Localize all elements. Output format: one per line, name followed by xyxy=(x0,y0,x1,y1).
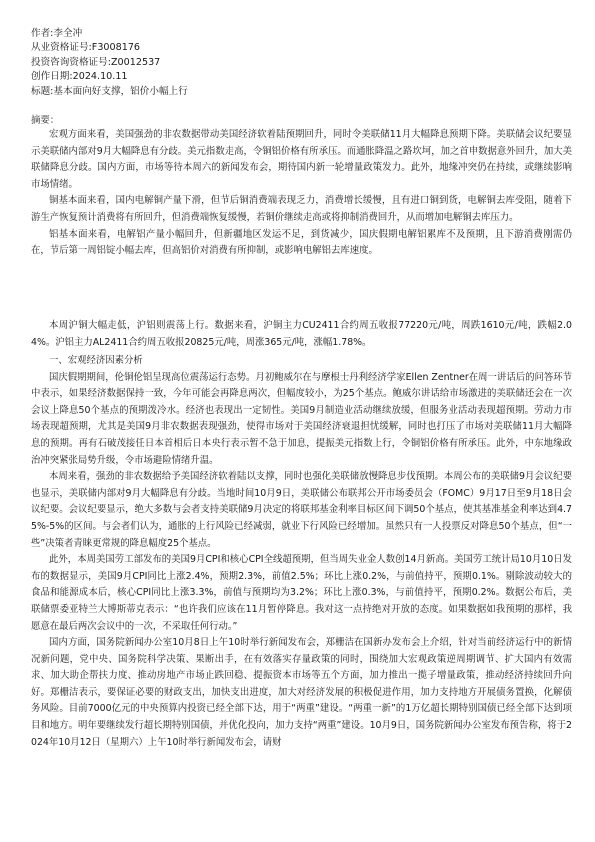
macro-domestic-paragraph: 国内方面，国务院新闻办公室10月8日上午10时举行新闻发布会，郑栅洁在国新办发布会上介绍，针对当前经济运行中的新情况新问题，党中央、国务院科学决策、果断出手，在有效落实存量政策的同时，围绕加大宏观政策逆周期调节、扩大国内有效需求、加大助企帮扶力度、推动房地产市场止跌回稳、提振资本市场等五个方面，加力推出一揽子增量政策，推动经济持续回升向好。郑栅洁表示，要保证必要的财政支出，加快支出进度，加大对经济发展的积极促进作用，加力支持地方开展债务置换，化解债务风险。目前7000亿元的中央预算内投资已经全部下达，用于“两重”建设。“两重一新”的1万亿超长期特别国债已经全部下达到项目和地方。明年要继续发行超长期特别国债，并优化投向，加力支持“两重”建设。10月9日，国务院新闻办公室发布预告称，将于2024年10月12日（星期六）上午10时举行新闻发布会，请财 xyxy=(31,637,572,748)
abstract-copper-paragraph: 铜基本面来看，国内电解铜产量下滑，但节后铜消费端表现乏力，消费增长缓慢，且有进口铜到货，电解铜去库受阻，随着下游生产恢复预计消费将有所回升，但消费端恢复缓慢，若铜价继续走高或将抑制消费回升，从而增加电解铜去库压力。 xyxy=(31,195,572,223)
author-line: 作者:李全冲 xyxy=(31,28,83,39)
document-meta xyxy=(31,27,431,99)
weekly-summary-section xyxy=(31,318,572,351)
abstract-label: 摘要： xyxy=(31,115,60,126)
macro-analysis-section xyxy=(31,353,572,751)
abstract-macro-paragraph: 宏观方面来看，美国强劲的非农数据带动美国经济软着陆预期回升，同时令美联储11月大幅降息预期下降。美联储会议纪要显示美联储内部对9月大幅降息有分歧。美元指数走高，令铜铝价格有所承压。而通胀降温之路坎坷，加之首申数据意外回升，加大美联储降息分歧。国内方面，市场等待本周六的新闻发布会，期待国内新一轮增量政策发力。此外，地缘冲突仍在持续，或继续影响市场情绪。 xyxy=(31,129,572,190)
abstract-aluminum-paragraph: 铝基本面来看，电解铝产量小幅回升，但新疆地区发运不足，到货减少，国庆假期电解铝累库不及预期，且下游消费刚需仍在，节后第一周铝锭小幅去库，但高铝价对消费有所抑制，或影响电解铝去库速度。 xyxy=(31,228,572,257)
macro-cpi-paragraph: 此外，本周美国劳工部发布的美国9月CPI和核心CPI全线超预期，但当周失业金人数创14月新高。美国劳工统计局10月10日发布的数据显示，美国9月CPI同比上涨2.4%，预期2.3%，前值2.5%；环比上涨0.2%，与前值持平，预期0.1%。剔除波动较大的食品和能源成本后，核心CPI同比上涨3.3%，前值与预期均为3.2%；环比上涨0.3%，与前值持平，预期0.2%。数据公布后，美联储票委亚特兰大博斯蒂克表示：“也许我们应该在11月暂停降息。我对这一点持绝对开放的态度。如果数据如我预期的那样，我愿意在最后两次会议中的一次，不采取任何行动。” xyxy=(31,554,572,632)
weekly-summary-paragraph: 本周沪铜大幅走低，沪铝则震荡上行。数据来看，沪铜主力CU2411合约周五收报77220元/吨，周跌1610元/吨，跌幅2.04%。沪铝主力AL2411合约周五收报20825元/吨，周涨365元/吨，涨幅1.78%。 xyxy=(31,320,572,348)
creation-date-line: 创作日期:2024.10.11 xyxy=(31,71,128,83)
advisory-number-line: 投资咨询资格证号:Z0012537 xyxy=(31,56,161,68)
title-line: 标题:基本面向好支撑，铝价小幅上行 xyxy=(31,85,188,97)
macro-holiday-paragraph: 国庆假期期间，伦铜伦铝呈现高位震荡运行态势。月初鲍威尔在与摩根士丹利经济学家Ellen Zentner在周一讲话后的问答环节中表示，如果经济数据保持一致，今年可能会再降息两次，但幅度较小，为25个基点。鲍威尔讲话给市场激进的美联储还会在一次会议上降息50个基点的预期泼冷水。经济也表现出一定韧性。美国9月制造业活动继续放缓，但服务业活动表现超预期。劳动力市场表现超预期，尤其是美国9月非农数据表现强劲，使得市场对于美国经济衰退担忧缓解，同时也打压了市场对美联储11月大幅降息的预期。再有石破茂接任日本首相后日本央行表示暂不急于加息，提振美元指数上行，令铜铝价格有所承压。此外，中东地缘政治冲突紧张局势升级，令市场避险情绪升温。 xyxy=(31,371,572,466)
macro-week-paragraph: 本周来看，强劲的非农数据给予美国经济软着陆以支撑，同时也强化美联储放慢降息步伐预期。本周公布的美联储9月会议纪要也显示，美联储内部对9月大幅降息有分歧。当地时间10月9日，美联储公布联邦公开市场委员会（FOMC）9月17日至9月18日会议纪要。会议纪要显示，绝大多数与会者支持美联储9月决定的将联邦基金利率目标区间下调50个基点，使其基准基金利率达到4.75%-5%的区间。与会者们认为，通胀的上行风险已经减弱，就业下行风险已经增加。虽然只有一人投票反对降息50个基点，但“一些”决策者青睐更常规的降息幅度25个基点。 xyxy=(31,471,572,549)
abstract-section xyxy=(31,127,572,260)
section-heading-macro: 一、宏观经济因素分析 xyxy=(49,355,143,366)
cert-number-line: 从业资格证号:F3008176 xyxy=(31,42,141,54)
